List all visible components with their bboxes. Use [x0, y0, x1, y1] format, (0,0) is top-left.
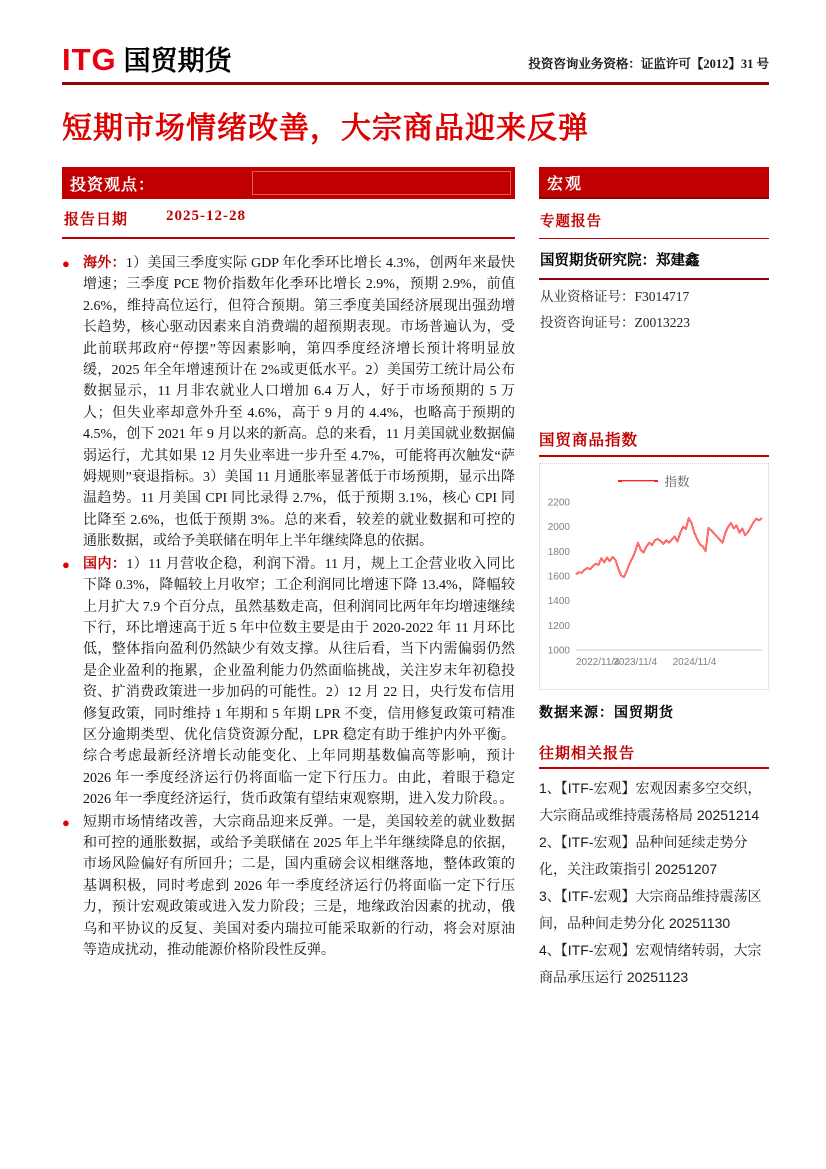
- legend-line-swatch: [618, 480, 658, 482]
- category-label: 宏观: [547, 175, 584, 193]
- svg-text:2024/11/4: 2024/11/4: [672, 657, 717, 668]
- data-source-caption: 数据来源：国贸期货: [539, 706, 674, 721]
- qualification-text: 投资咨询业务资格：证监许可【2012】31 号: [528, 57, 769, 71]
- related-report-link[interactable]: 2、【ITF-宏观】品种间延续走势分化，关注政策指引 20251207: [539, 834, 748, 877]
- bullet-icon: ●: [62, 256, 70, 271]
- sidebar-column: [539, 167, 769, 991]
- bullet-domestic-label: 国内：: [83, 556, 127, 572]
- svg-text:2022/11/4: 2022/11/4: [576, 657, 620, 668]
- report-date-label: 报告日期: [64, 212, 129, 228]
- commodity-index-chart: [539, 463, 769, 690]
- bullet-icon: ●: [62, 814, 70, 830]
- svg-text:2023/11/4: 2023/11/4: [613, 657, 658, 668]
- bullet-overseas: [62, 253, 515, 553]
- svg-text:1600: 1600: [547, 571, 570, 583]
- page-header: [62, 44, 769, 75]
- viewpoint-bar-decoration: [252, 171, 511, 195]
- svg-text:1400: 1400: [547, 596, 570, 608]
- report-title: 短期市场情绪改善，大宗商品迎来反弹: [62, 112, 589, 145]
- svg-text:1200: 1200: [547, 620, 570, 632]
- svg-text:2200: 2200: [547, 497, 570, 509]
- related-reports-list: [539, 775, 769, 991]
- svg-text:1800: 1800: [547, 546, 570, 558]
- legend-series-label: 指数: [664, 475, 690, 489]
- bullet-icon: ●: [62, 556, 70, 572]
- viewpoint-bullets: [62, 253, 515, 961]
- logo-company-name: 国贸期货: [123, 46, 232, 76]
- practice-cert-number: 从业资格证号：F3014717: [540, 289, 690, 304]
- company-logo: [62, 44, 232, 75]
- viewpoint-label: 投资观点：: [70, 176, 156, 194]
- chart-legend: [540, 470, 768, 492]
- bullet-domestic-text: 1）11 月营收企稳，利润下滑。11 月，规上工企营业收入同比下降 0.3%，降幅较上月收窄；工企利润同比增速下降 13.4%，降幅较上月扩大 7.9 个百分点，虽然基数走高，但利润同比两年年均增速继续下行，环比增速高于近 5 年中位数主要是由于 2020-2022 年 11 月环比低，整体指向盈利仍然缺少有效支撑。从往后看，当下内需偏弱仍然是企业盈利的拖累，企业盈利能力仍然面临挑战，关注岁末年初稳投资、扩消费政策进一步加码的可能性。2）12 月 22 日，央行发布信用修复政策，同时维持 1 年期和 5 年期 LPR 不变，信用修复政策可精准区分逾期类型、优化信贷资源分配，LPR 稳定有助于维护内外平衡。综合考虑最新经济增长动能变化、上年同期基数偏高等影响，预计 2026 年一季度经济运行仍将面临一定下行压力。由此，着眼于稳定 2026 年一季度经济运行，货币政策有望结束观察期，进入发力阶段。。: [83, 556, 516, 808]
- bullet-overseas-text: 1）美国三季度实际 GDP 年化季环比增长 4.3%，创两年来最快增速；三季度 PCE 物价指数年化季环比增长 2.9%，预期 2.9%，前值 2.6%，维持高位运行，但符合预期。第三季度美国经济展现出强劲增长趋势，核心驱动因素来自消费端的超预期表现。市场普遍认为，受此前联邦政府“停摆”等因素影响，第四季度经济增长预计将明显放缓，2025 年全年增速预计在 2%或更低水平。2）美国劳工统计局公布数据显示，11 月非农就业人口增加 6.4 万人，好于市场预期的 5 万人；但失业率却意外升至 4.6%，高于 9 月的 4.4%，也略高于预期的 4.5%，创下 2021 年 9 月以来的新高。总的来看，11 月美国就业数据偏弱运行，尤其如果 12 月失业率进一步升至 4.7%，可能将再次触发“萨姆规则”衰退指标。3）美国 11 月通胀率显著低于市场预期，显示出降温趋势。11 月美国 CPI 同比录得 2.7%，低于预期 3.1%，核心 CPI 同比降至 2.6%，也低于预期 3%。总的来看，较差的就业数据和可控的通胀数据，或给予美联储在明年上半年继续降息的依据。: [83, 256, 515, 550]
- viewpoint-column: [62, 167, 515, 962]
- commodity-index-title: 国贸商品指数: [539, 428, 769, 457]
- related-report-link[interactable]: 3、【ITF-宏观】大宗商品维持震荡区间，品种间走势分化 20251130: [539, 888, 762, 931]
- institute-author: 国贸期货研究院：郑建鑫: [539, 239, 769, 280]
- report-type-label: 专题报告: [539, 199, 769, 239]
- logo-itg-mark: ITG: [62, 42, 117, 77]
- category-bar: [539, 167, 769, 199]
- commodity-index-chart-svg: [540, 492, 768, 680]
- report-date-row: [62, 199, 515, 239]
- svg-text:1000: 1000: [547, 645, 570, 657]
- svg-text:2000: 2000: [547, 522, 570, 534]
- related-report-link[interactable]: 4、【ITF-宏观】宏观情绪转弱，大宗商品承压运行 20251123: [539, 942, 762, 985]
- related-reports-title: 往期相关报告: [539, 742, 769, 769]
- viewpoint-header-bar: [62, 167, 515, 199]
- bullet-domestic: [62, 554, 515, 811]
- advisory-cert-number: 投资咨询证号：Z0013223: [540, 315, 690, 330]
- report-date-value: 2025-12-28: [166, 208, 247, 224]
- bullet-conclusion-text: 短期市场情绪改善，大宗商品迎来反弹。一是，美国较差的就业数据和可控的通胀数据，或给予美联储在 2025 年上半年继续降息的依据，市场风险偏好有所回升；二是，国内重磅会议相继落地，整体政策的基调积极，同时考虑到 2026 年一季度经济运行仍将面临一定下行压力，预计宏观政策或进入发力阶段；三是，地缘政治因素的扰动，俄乌和平协议的反复、美国对委内瑞拉可能采取新的行动，将会对原油等造成扰动，推动能源价格阶段性反弹。: [83, 814, 515, 958]
- header-divider: [62, 82, 769, 85]
- related-report-link[interactable]: 1、【ITF-宏观】宏观因素多空交织，大宗商品或维持震荡格局 20251214: [539, 780, 762, 823]
- bullet-overseas-label: 海外：: [83, 256, 126, 271]
- bullet-conclusion: [62, 812, 515, 962]
